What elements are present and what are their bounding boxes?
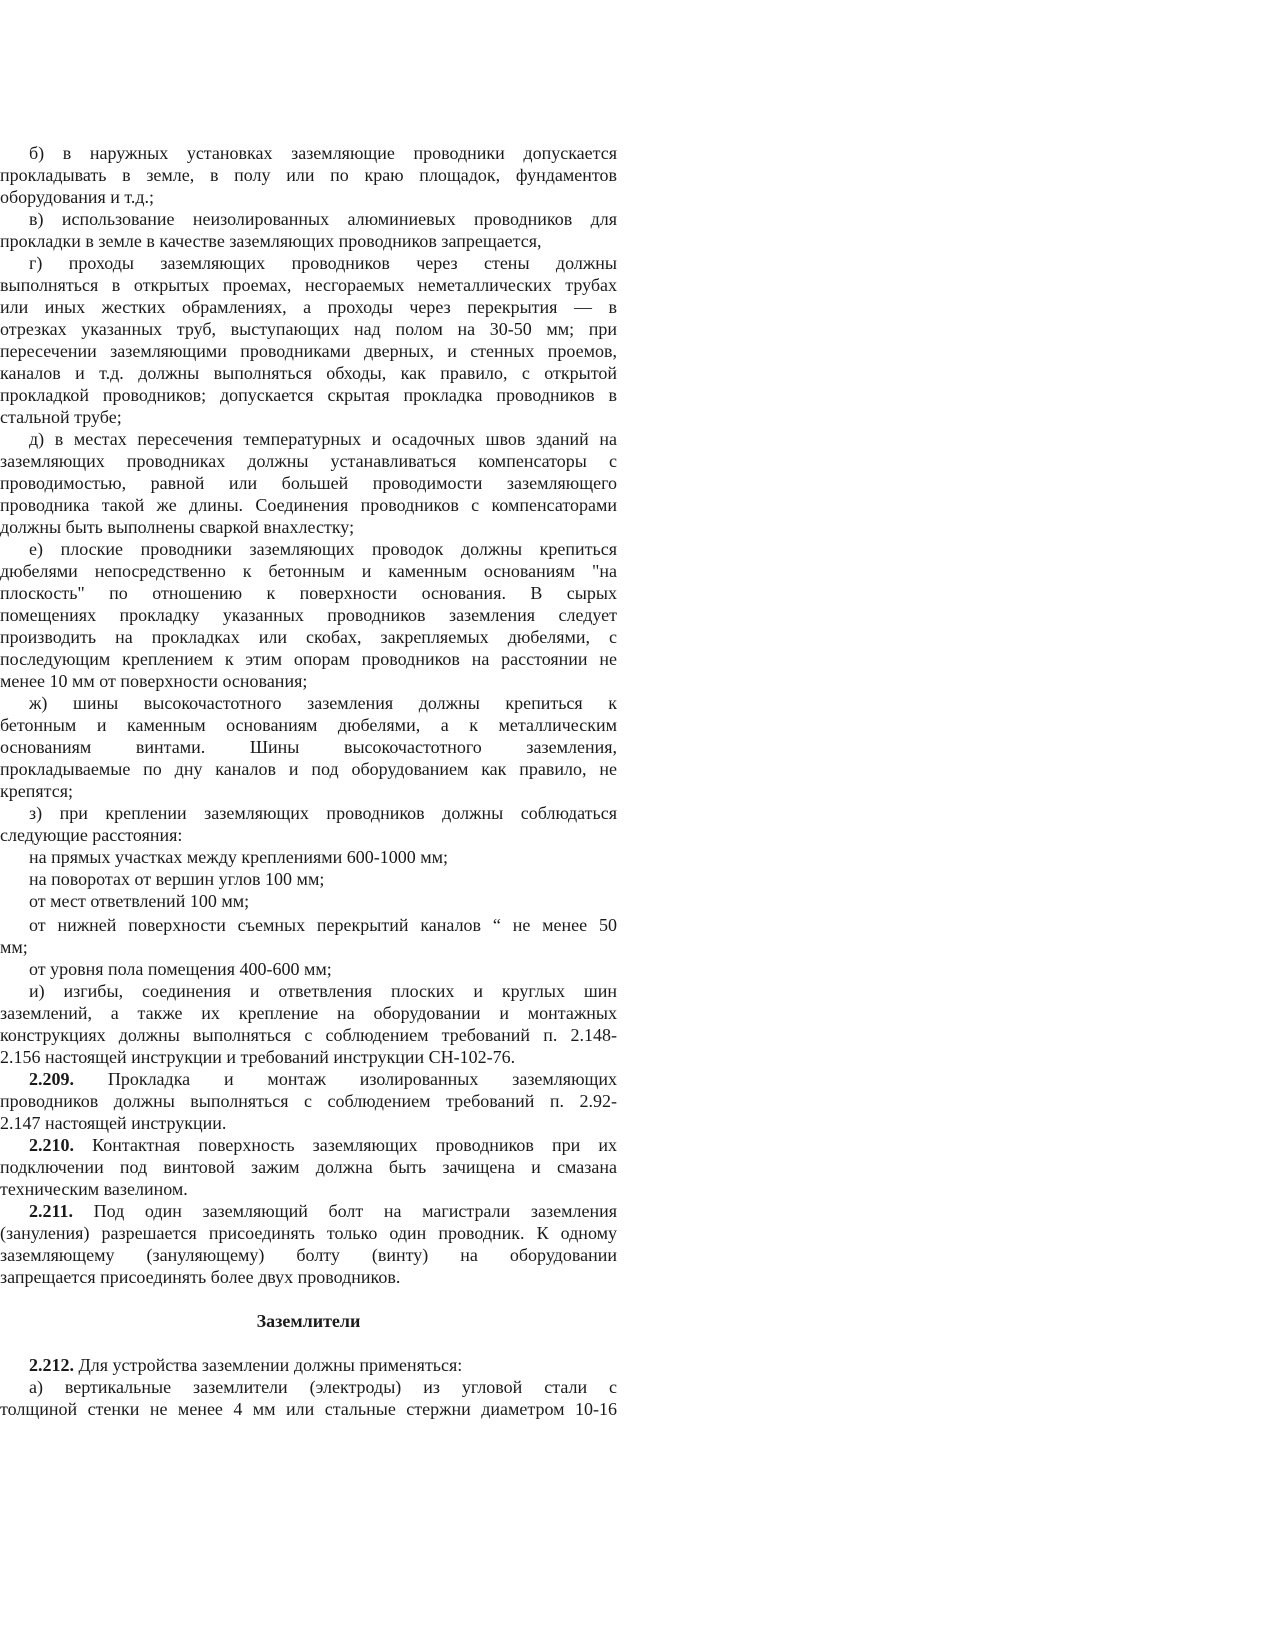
- text-line: заземлений, а также их крепление на оборудовании и монтажных: [0, 1003, 617, 1023]
- clause-number: 2.211.: [29, 1201, 74, 1221]
- clause-line: (зануления) разрешается присоединять только один проводник. К одному: [0, 1223, 617, 1243]
- text-line: дюбелями непосредственно к бетонным и каменным основаниям "на: [0, 561, 617, 581]
- text-line: помещениях прокладку указанных проводников заземления следует: [0, 605, 617, 625]
- clause-number: 2.212.: [29, 1355, 74, 1375]
- text-line: заземляющих проводниках должны устанавливаться компенсаторы с: [0, 451, 617, 471]
- text-line: на прямых участках между креплениями 600-1000 мм;: [29, 847, 449, 867]
- text-line: плоскость" по отношению к поверхности основания. В сырых: [0, 583, 617, 603]
- text-line: прокладывать в земле, в полу или по краю площадок, фундаментов: [0, 165, 617, 185]
- text-line: проводимостью, равной или большей проводимости заземляющего: [0, 473, 617, 493]
- text-line: производить на прокладках или скобах, закрепляемых дюбелями, с: [0, 627, 617, 647]
- text-line: в) использование неизолированных алюминиевых проводников для: [29, 209, 617, 229]
- text-line: и) изгибы, соединения и ответвления плоских и круглых шин: [29, 981, 617, 1001]
- clause-number: 2.210.: [29, 1135, 74, 1155]
- spacer: [0, 1332, 617, 1354]
- text-line: бетонным и каменным основаниям дюбелями, а к металлическим: [0, 715, 617, 735]
- clause-line: заземляющему (зануляющему) болту (винту) на оборудовании: [0, 1245, 617, 1265]
- text-line: прокладываемые по дну каналов и под оборудованием как правило, не: [0, 759, 617, 779]
- text-line: крепятся;: [0, 781, 74, 801]
- clause-number: 2.209.: [29, 1069, 74, 1089]
- clause-line: техническим вазелином.: [0, 1179, 188, 1199]
- text-line: б) в наружных установках заземляющие проводники допускается: [29, 143, 617, 163]
- text-line: прокладки в земле в качестве заземляющих проводников запрещается,: [0, 231, 542, 251]
- text-line: от нижней поверхности съемных перекрытий каналов “ не менее 50: [29, 915, 617, 935]
- text-line: мм;: [0, 937, 28, 957]
- clause-line: 2.209. Прокладка и монтаж изолированных заземляющих: [29, 1069, 617, 1089]
- text-line: или иных жестких обрамлениях, а проходы через перекрытия — в: [0, 297, 617, 317]
- text-line: менее 10 мм от поверхности основания;: [0, 671, 308, 691]
- clause-line: 2.210. Контактная поверхность заземляющих проводников при их: [29, 1135, 617, 1155]
- text-line: прокладкой проводников; допускается скрытая прокладка проводников в: [0, 385, 617, 405]
- clause-line: 2.211. Под один заземляющий болт на магистрали заземления: [29, 1201, 617, 1221]
- text-line: з) при креплении заземляющих проводников должны соблюдаться: [29, 803, 617, 823]
- text-line: каналов и т.д. должны выполняться обходы, как правило, с открытой: [0, 363, 617, 383]
- section-heading: Заземлители: [256, 1311, 361, 1331]
- text-line: отрезках указанных труб, выступающих над полом на 30-50 мм; при: [0, 319, 617, 339]
- text-line: на поворотах от вершин углов 100 мм;: [29, 869, 325, 889]
- text-line: проводника такой же длины. Соединения проводников с компенсаторами: [0, 495, 617, 515]
- text-line: должны быть выполнены сваркой внахлестку;: [0, 517, 355, 537]
- text-line: последующим креплением к этим опорам проводников на расстоянии не: [0, 649, 617, 669]
- clause-2-211: [0, 1200, 617, 1288]
- clause-line: подключении под винтовой зажим должна быть зачищена и смазана: [0, 1157, 617, 1177]
- clause-line: запрещается присоединять более двух проводников.: [0, 1267, 401, 1287]
- spacer: [0, 1288, 617, 1310]
- text-line: от мест ответвлений 100 мм;: [29, 891, 250, 911]
- text-line: е) плоские проводники заземляющих проводок должны крепиться: [29, 539, 617, 559]
- text-line: следующие расстояния:: [0, 825, 183, 845]
- text-line: г) проходы заземляющих проводников через стены должны: [29, 253, 617, 273]
- clause-line: проводников должны выполняться с соблюдением требований п. 2.92-: [0, 1091, 617, 1111]
- text-line: 2.156 настоящей инструкции и требований инструкции СН-102-76.: [0, 1047, 516, 1067]
- clause-2-212: [0, 1354, 617, 1420]
- text-line: конструкциях должны выполняться с соблюдением требований п. 2.148-: [0, 1025, 617, 1045]
- text-line: ж) шины высокочастотного заземления должны крепиться к: [29, 693, 617, 713]
- text-line: оборудования и т.д.;: [0, 187, 155, 207]
- clause-line: 2.147 настоящей инструкции.: [0, 1113, 227, 1133]
- document-body: [0, 142, 617, 1068]
- clause-2-209: [0, 1068, 617, 1134]
- clause-line: толщиной стенки не менее 4 мм или стальные стержни диаметром 10-16: [0, 1399, 617, 1419]
- text-line: стальной трубе;: [0, 407, 122, 427]
- text-line: от уровня пола помещения 400-600 мм;: [29, 959, 332, 979]
- clause-line: а) вертикальные заземлители (электроды) из угловой стали с: [29, 1377, 617, 1397]
- clause-2-210: [0, 1134, 617, 1200]
- text-line: основаниям винтами. Шины высокочастотного заземления,: [0, 737, 617, 757]
- document-page: [0, 142, 617, 1420]
- clause-line: 2.212. Для устройства заземлении должны применяться:: [29, 1355, 463, 1375]
- text-line: пересечении заземляющими проводниками дверных, и стенных проемов,: [0, 341, 617, 361]
- text-line: выполняться в открытых проемах, несгораемых неметаллических трубах: [0, 275, 617, 295]
- text-line: д) в местах пересечения температурных и осадочных швов зданий на: [29, 429, 617, 449]
